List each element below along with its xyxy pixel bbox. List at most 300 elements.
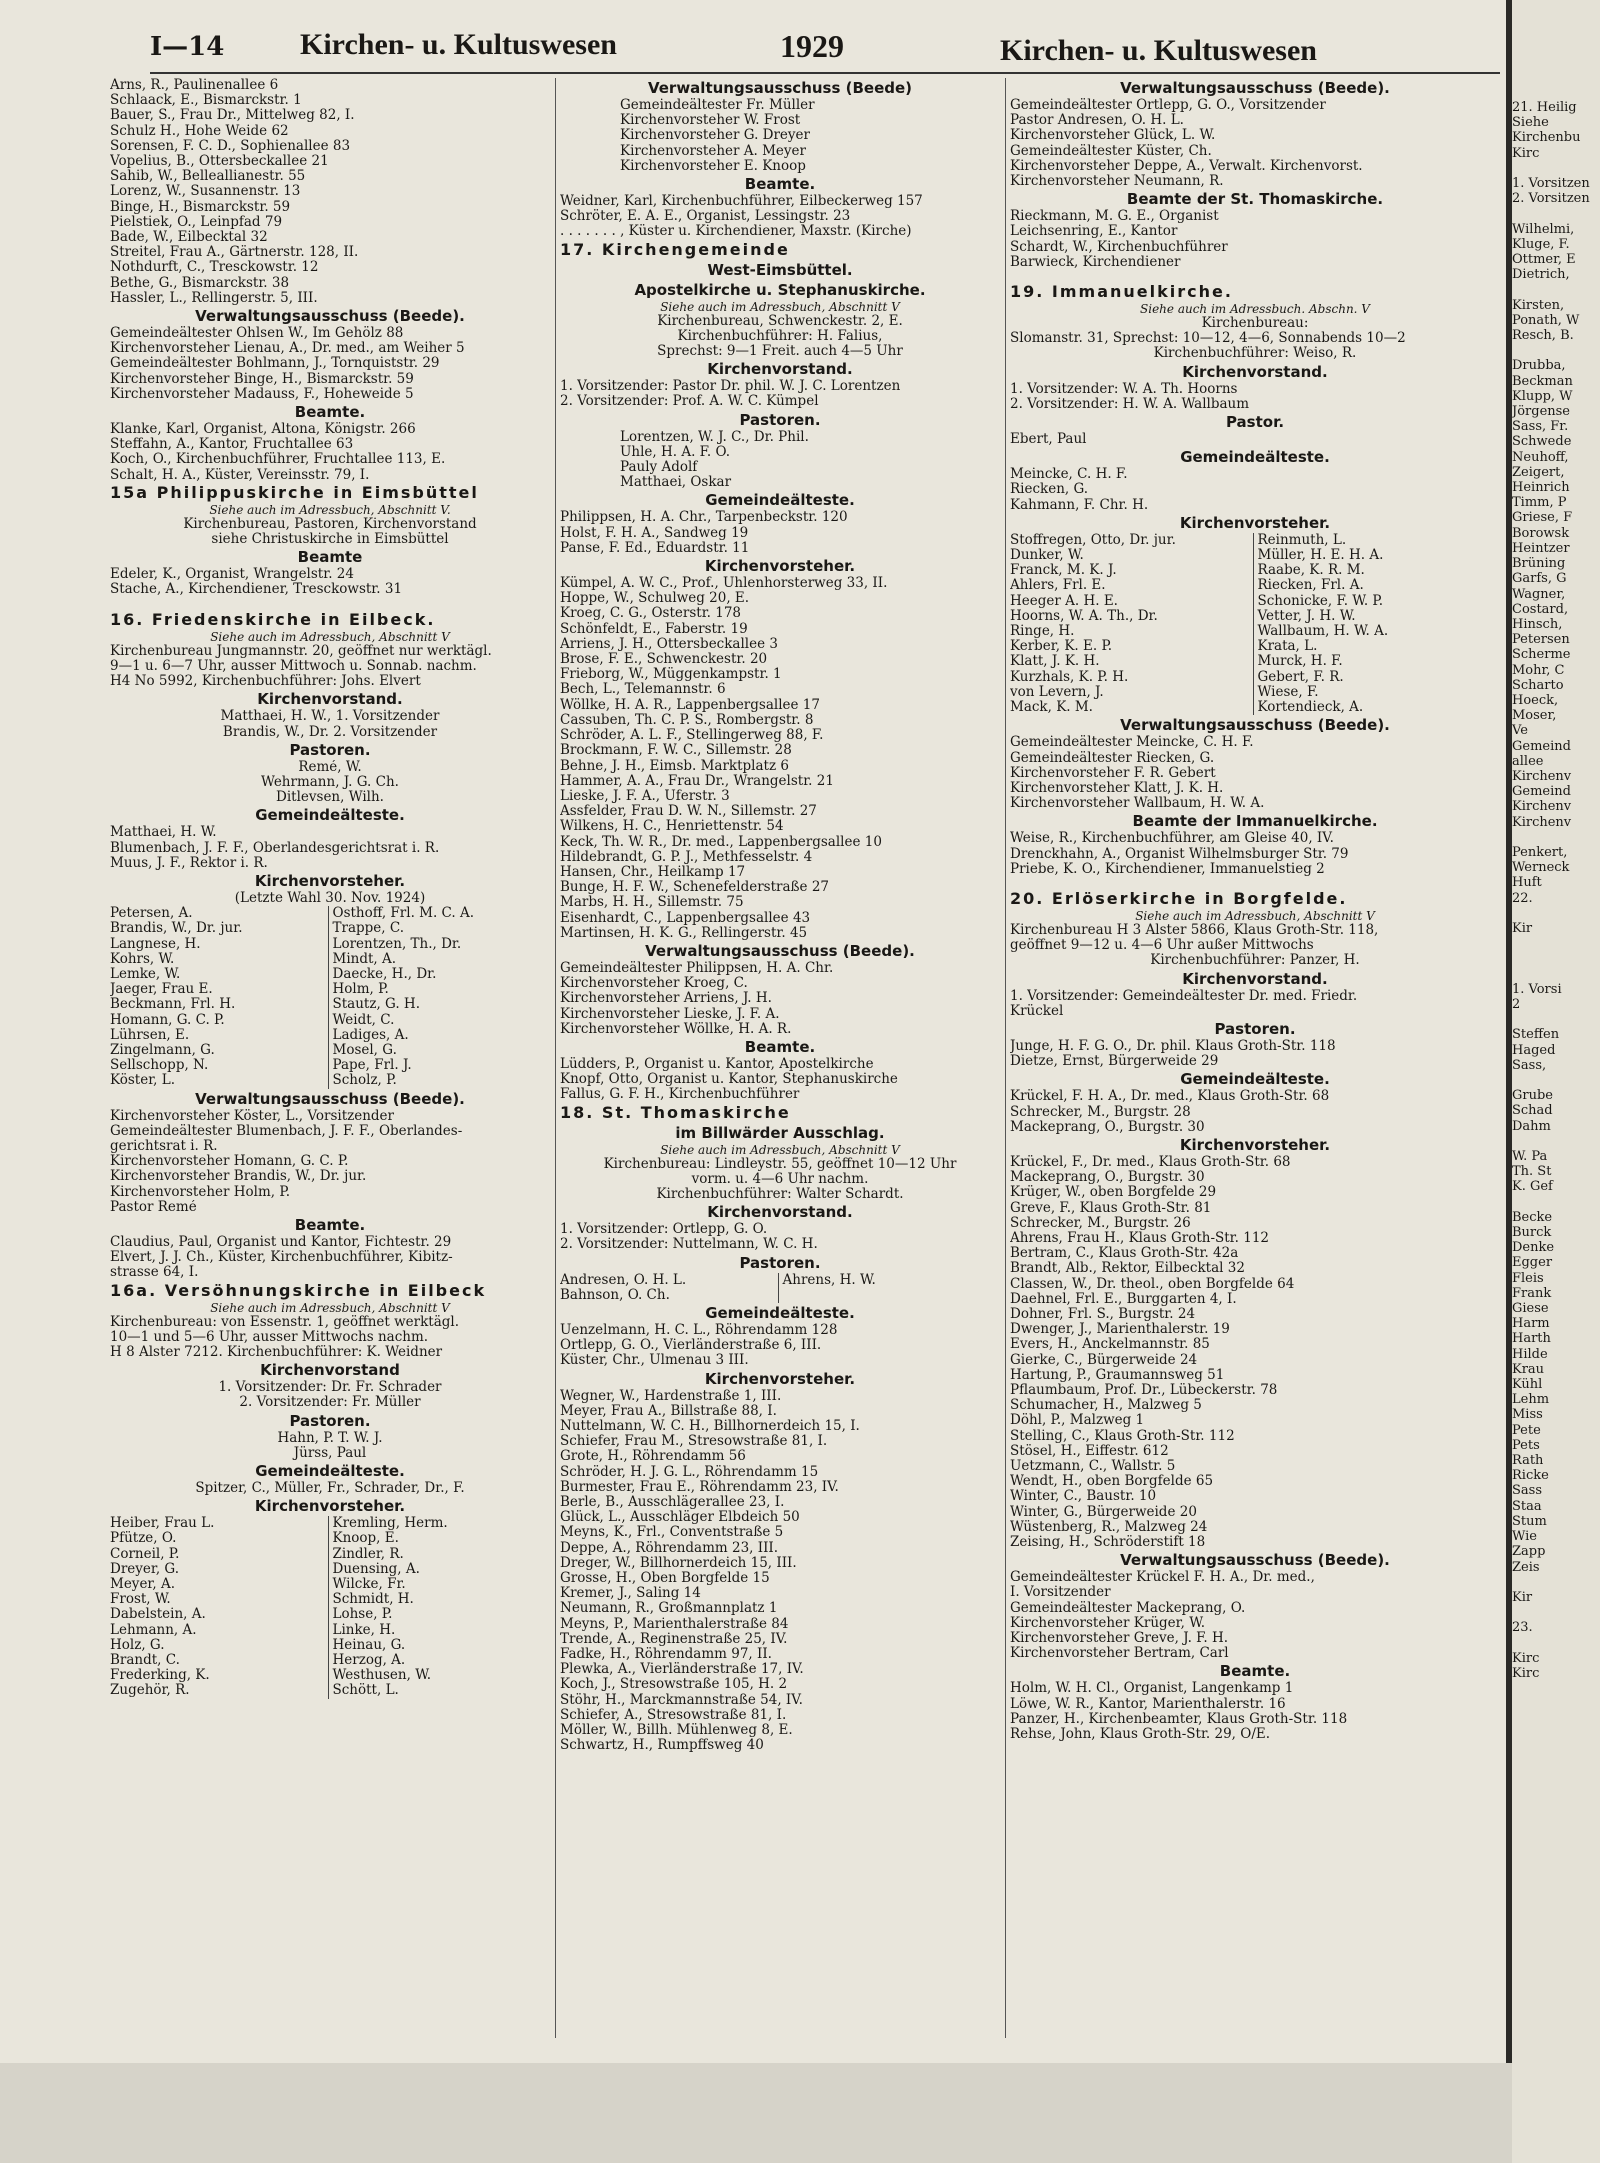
entry-line: Gemeindeältester Ohlsen W., Im Gehölz 88 xyxy=(110,326,404,342)
cropped-text-fragment: Zapp xyxy=(1512,1544,1546,1560)
entry-line: Elvert, J. J. Ch., Küster, Kirchenbuchführer, Kibitz- xyxy=(110,1250,453,1266)
section-heading: Kirchenvorstand. xyxy=(257,690,403,709)
entry-line: Kirchenvorsteher Madauss, F., Hoheweide 5 xyxy=(110,386,414,402)
entry-line: Ortlepp, G. O., Vierländerstraße 6, III. xyxy=(560,1338,822,1354)
cropped-text-fragment: Egger xyxy=(1512,1255,1553,1271)
entry-line: Kirchenvorsteher Wöllke, H. A. R. xyxy=(560,1021,792,1037)
entry-line: Deppe, A., Röhrendamm 23, III. xyxy=(560,1540,779,1556)
cropped-text-fragment: Wagner, xyxy=(1512,586,1566,602)
entry-line: H4 No 5992, Kirchenbuchführer: Johs. Elvert xyxy=(110,674,421,690)
see-also-note: Siehe auch im Adressbuch, Abschnitt V xyxy=(210,629,450,644)
cropped-text-fragment xyxy=(1512,830,1600,845)
cropped-text-fragment: Sass xyxy=(1512,1483,1542,1499)
entry-line: Sprechst: 9—1 Freit. auch 4—5 Uhr xyxy=(657,344,903,360)
entry-name: Osthoff, Frl. M. C. A. xyxy=(328,906,551,921)
entry-line: Kirchenbuchführer: H. Falius, xyxy=(677,328,883,344)
entry-line: Grote, H., Röhrendamm 56 xyxy=(560,1449,746,1465)
entry-name: Mack, K. M. xyxy=(1010,700,1093,716)
entry-line: Neumann, R., Großmannplatz 1 xyxy=(560,1601,778,1617)
two-column-entry xyxy=(110,1653,550,1668)
section-heading: Gemeindeälteste. xyxy=(1180,1070,1330,1089)
entry-line: Hansen, Chr., Heilkamp 17 xyxy=(560,864,746,880)
section-heading: Kirchenvorsteher. xyxy=(704,1369,856,1388)
entry-line: Kirchenbureau H 3 Alster 5866, Klaus Groth-Str. 118, xyxy=(1010,922,1379,938)
see-also-note: Siehe auch im Adressbuch, Abschnitt V. xyxy=(209,502,451,517)
cropped-text-fragment: Penkert, xyxy=(1512,844,1568,860)
cropped-text-fragment: Ve xyxy=(1512,723,1528,739)
column-2 xyxy=(560,78,1000,2043)
section-heading: Kirchenvorsteher. xyxy=(254,1497,406,1516)
entry-line: Plewka, A., Vierländerstraße 17, IV. xyxy=(560,1662,804,1678)
entry-name: Zindler, R. xyxy=(328,1547,551,1562)
cropped-text-fragment xyxy=(1512,282,1600,297)
cropped-text-fragment: Kirchenv xyxy=(1512,799,1572,815)
section-heading: Beamte. xyxy=(294,403,366,422)
entry-line: Meyns, P., Marienthalerstraße 84 xyxy=(560,1616,789,1632)
cropped-text-fragment: Gemeind xyxy=(1512,738,1571,754)
two-column-entry xyxy=(1010,578,1500,593)
entry-line: Meyns, K., Frl., Conventstraße 5 xyxy=(560,1525,784,1541)
cropped-text-fragment: Schwede xyxy=(1512,434,1572,450)
entry-line: Kirchenbureau: Lindleystr. 55, geöffnet 10—12 Uhr xyxy=(603,1156,957,1172)
entry-name: Ahrens, H. W. xyxy=(778,1273,1001,1288)
entry-line: Mackeprang, O., Burgstr. 30 xyxy=(1010,1170,1205,1186)
entry-line: Möller, W., Billh. Mühlenweg 8, E. xyxy=(560,1723,793,1739)
section-title-left: Kirchen- u. Kultuswesen xyxy=(300,28,617,61)
entry-line: Kirchenvorsteher Krüger, W. xyxy=(1010,1615,1205,1631)
entry-line: Schröter, E. A. E., Organist, Lessingstr. 23 xyxy=(560,209,851,225)
cropped-text-fragment: Jörgense xyxy=(1512,404,1571,420)
cropped-text-fragment: Fleis xyxy=(1512,1270,1544,1286)
entry-name: Wallbaum, H. W. A. xyxy=(1253,624,1501,639)
entry-name: Krata, L. xyxy=(1253,639,1501,654)
section-heading: 15a Philippuskirche in Eimsbüttel xyxy=(110,482,479,502)
two-column-entry xyxy=(1010,548,1500,563)
section-heading: Pastoren. xyxy=(739,410,821,429)
entry-line: Priebe, K. O., Kirchendiener, Immanuelstieg 2 xyxy=(1010,861,1325,877)
cropped-text-fragment: Kirc xyxy=(1512,1650,1540,1666)
two-column-entry xyxy=(110,1683,550,1698)
entry-line: Junge, H. F. G. O., Dr. phil. Klaus Groth-Str. 118 xyxy=(1010,1038,1336,1054)
cropped-text-fragment xyxy=(1512,951,1600,966)
entry-line: Hildebrandt, G. P. J., Methfesselstr. 4 xyxy=(560,849,813,865)
entry-line: Claudius, Paul, Organist und Kantor, Fichtestr. 29 xyxy=(110,1234,452,1250)
entry-name: Gebert, F. R. xyxy=(1253,670,1501,685)
entry-name: Stautz, G. H. xyxy=(328,997,551,1012)
entry-line: Wendt, H., oben Borgfelde 65 xyxy=(1010,1474,1214,1490)
entry-line: Kirchenbureau: xyxy=(1201,316,1309,332)
entry-line: Daehnel, Frl. E., Burggarten 4, I. xyxy=(1010,1291,1237,1307)
entry-name: Ladiges, A. xyxy=(328,1028,551,1043)
two-column-entry xyxy=(1010,700,1500,715)
two-column-entry xyxy=(1010,654,1500,669)
cropped-text-fragment: Hoeck, xyxy=(1512,692,1559,708)
entry-name: Lorentzen, Th., Dr. xyxy=(328,937,551,952)
entry-name: von Levern, J. xyxy=(1010,684,1104,700)
cropped-text-fragment: Krau xyxy=(1512,1361,1545,1377)
entry-line: Wüstenberg, R., Malzweg 24 xyxy=(1010,1519,1208,1535)
entry-line: Wilkens, H. C., Henriettenstr. 54 xyxy=(560,819,784,835)
entry-line: Kirchenvorsteher Köster, L., Vorsitzender xyxy=(110,1108,395,1124)
two-column-entry xyxy=(110,1058,550,1073)
entry-line: vorm. u. 4—6 Uhr nachm. xyxy=(691,1171,869,1187)
entry-line: Hahn, P. T. W. J. xyxy=(277,1430,383,1446)
entry-line: 1. Vorsitzender: Ortlepp, G. O. xyxy=(560,1222,768,1238)
entry-name: Franck, M. K. J. xyxy=(1010,563,1117,579)
entry-line: Kirchenvorsteher Greve, J. F. H. xyxy=(1010,1631,1229,1647)
section-heading: Gemeindeälteste. xyxy=(705,1303,855,1322)
section-heading: Pastoren. xyxy=(1214,1019,1296,1038)
two-column-entry xyxy=(560,1273,1000,1288)
section-heading: Verwaltungsausschuss (Beede). xyxy=(645,941,915,960)
section-heading: Verwaltungsausschuss (Beede). xyxy=(1120,79,1390,97)
cropped-text-fragment: Kirchenbu xyxy=(1512,130,1581,146)
entry-line: Kirchenbureau, Pastoren, Kirchenvorstand xyxy=(183,516,477,532)
entry-line: Stöhr, H., Marckmannstraße 54, IV. xyxy=(560,1692,803,1708)
entry-line: Pauly Adolf xyxy=(620,460,698,476)
cropped-text-fragment xyxy=(1512,161,1600,176)
entry-name: Heinau, G. xyxy=(328,1638,551,1653)
see-also-note: Siehe auch im Adressbuch, Abschnitt V xyxy=(660,1142,900,1157)
entry-line: Blumenbach, J. F. F., Oberlandesgerichtsrat i. R. xyxy=(110,840,440,856)
entry-line: Cassuben, Th. C. P. S., Rombergstr. 8 xyxy=(560,712,814,728)
entry-line: Steffahn, A., Kantor, Fruchtallee 63 xyxy=(110,437,354,453)
entry-line: Berle, B., Ausschlägerallee 23, I. xyxy=(560,1495,785,1511)
section-heading: im Billwärder Ausschlag. xyxy=(675,1123,885,1142)
entry-name: Weidt, C. xyxy=(328,1013,551,1028)
cropped-text-fragment: Klupp, W xyxy=(1512,388,1573,404)
cropped-text-fragment: Lehm xyxy=(1512,1392,1550,1408)
entry-line: Gierke, C., Bürgerweide 24 xyxy=(1010,1352,1198,1368)
entry-line: Bethe, G., Bismarckstr. 38 xyxy=(110,275,290,291)
entry-line: Kirchenbuchführer: Panzer, H. xyxy=(1150,953,1360,969)
entry-line: Kirchenvorsteher W. Frost xyxy=(620,113,801,129)
entry-line: Panse, F. Ed., Eduardstr. 11 xyxy=(560,540,750,556)
cropped-text-fragment: Kirc xyxy=(1512,145,1540,161)
see-also-note: Siehe auch im Adressbuch, Abschnitt V xyxy=(660,299,900,314)
section-heading: 16. Friedenskirche in Eilbeck. xyxy=(110,609,436,629)
entry-line: Evers, H., Anckelmannstr. 85 xyxy=(1010,1337,1210,1353)
section-heading: West-Eimsbüttel. xyxy=(707,260,853,279)
entry-line: Weise, R., Kirchenbuchführer, am Gleise 40, IV. xyxy=(1010,831,1334,847)
entry-line: Rieckmann, M. G. E., Organist xyxy=(1010,209,1219,225)
entry-line: Kirchenvorsteher G. Dreyer xyxy=(620,128,810,144)
entry-line: Panzer, H., Kirchenbeamter, Klaus Groth-Str. 118 xyxy=(1010,1711,1348,1727)
entry-name: Sellschopp, N. xyxy=(110,1058,209,1074)
section-heading: Verwaltungsausschuss (Beede). xyxy=(1120,716,1390,735)
entry-line: Ebert, Paul xyxy=(1010,432,1087,448)
entry-name: Wiese, F. xyxy=(1253,685,1501,700)
cropped-text-fragment xyxy=(1512,1012,1600,1027)
entry-name: Corneil, P. xyxy=(110,1546,180,1562)
cropped-text-fragment: Dietrich, xyxy=(1512,267,1570,283)
entry-line: Matthaei, Oskar xyxy=(620,475,732,491)
cropped-text-fragment xyxy=(1512,1073,1600,1088)
cropped-text-fragment: Denke xyxy=(1512,1240,1555,1256)
entry-line: Kirchenvorsteher E. Knoop xyxy=(620,158,806,174)
cropped-text-fragment: Becke xyxy=(1512,1209,1553,1225)
cropped-text-fragment: Costard, xyxy=(1512,601,1569,617)
entry-name: Beckmann, Frl. H. xyxy=(110,997,236,1013)
entry-line: Holm, W. H. Cl., Organist, Langenkamp 1 xyxy=(1010,1681,1294,1697)
two-column-entry xyxy=(110,906,550,921)
entry-line: Gemeindeältester Riecken, G. xyxy=(1010,750,1215,766)
entry-line: Schröder, H. J. G. L., Röhrendamm 15 xyxy=(560,1464,819,1480)
two-column-entry xyxy=(110,952,550,967)
cropped-text-fragment xyxy=(1512,1605,1600,1620)
entry-line: Bauer, S., Frau Dr., Mittelweg 82, I. xyxy=(110,108,355,124)
entry-line: Arriens, J. H., Ottersbeckallee 3 xyxy=(560,636,778,652)
entry-name: Lohse, P. xyxy=(328,1607,551,1622)
entry-line: Keck, Th. W. R., Dr. med., Lappenbergsallee 10 xyxy=(560,834,882,850)
entry-line: Remé, W. xyxy=(298,759,362,775)
section-heading: Gemeindeälteste. xyxy=(255,806,405,825)
entry-line: Ahrens, Frau H., Klaus Groth-Str. 112 xyxy=(1010,1230,1269,1246)
entry-name: Pfütze, O. xyxy=(110,1531,177,1547)
two-column-entry xyxy=(1010,639,1500,654)
entry-line: Kirchenvorsteher Deppe, A., Verwalt. Kirchenvorst. xyxy=(1010,158,1363,174)
entry-name: Heeger A. H. E. xyxy=(1010,593,1118,609)
entry-line: Behne, J. H., Eimsb. Marktplatz 6 xyxy=(560,758,789,774)
entry-line: Uetzmann, C., Wallstr. 5 xyxy=(1010,1459,1176,1475)
entry-line: Brandis, W., Dr. 2. Vorsitzender xyxy=(222,724,438,740)
entry-name: Ahlers, Frl. E. xyxy=(1010,578,1106,594)
entry-line: Jürss, Paul xyxy=(293,1445,367,1461)
entry-line: Edeler, K., Organist, Wrangelstr. 24 xyxy=(110,567,354,583)
cropped-text-fragment: Giese xyxy=(1512,1301,1549,1317)
entry-line: Kümpel, A. W. C., Prof., Uhlenhorsterweg 33, II. xyxy=(560,576,888,592)
section-heading: Kirchenvorstand. xyxy=(1182,362,1328,381)
section-heading: Verwaltungsausschuss (Beede) xyxy=(647,79,913,97)
two-column-entry xyxy=(110,1013,550,1028)
section-title-right: Kirchen- u. Kultuswesen xyxy=(1000,34,1317,67)
entry-line: Dwenger, J., Marienthalerstr. 19 xyxy=(1010,1322,1230,1338)
two-column-entry xyxy=(560,1288,1000,1303)
entry-line: Hassler, L., Rellingerstr. 5, III. xyxy=(110,290,318,306)
page-number: I—14 xyxy=(150,32,225,62)
entry-line: Sahib, W., Belleallianestr. 55 xyxy=(110,169,306,185)
entry-name: Frost, W. xyxy=(110,1592,171,1608)
entry-line: Kirchenbuchführer: Walter Schardt. xyxy=(656,1186,904,1202)
entry-line: 1. Vorsitzender: W. A. Th. Hoorns xyxy=(1010,381,1238,397)
entry-line: Pflaumbaum, Prof. Dr., Lübeckerstr. 78 xyxy=(1010,1383,1278,1398)
section-heading: Verwaltungsausschuss (Beede). xyxy=(1120,1551,1390,1570)
entry-line: Kremer, J., Saling 14 xyxy=(560,1586,701,1602)
cropped-text-fragment: Miss xyxy=(1512,1407,1543,1423)
entry-name: Bahnson, O. Ch. xyxy=(560,1287,670,1303)
two-column-entry xyxy=(110,1623,550,1638)
entry-line: Winter, C., Baustr. 10 xyxy=(1010,1489,1157,1505)
entry-line: Philippsen, H. A. Chr., Tarpenbeckstr. 120 xyxy=(560,510,848,526)
entry-line: 2. Vorsitzender: Fr. Müller xyxy=(239,1395,421,1411)
cropped-text-fragment: Pete xyxy=(1512,1422,1541,1438)
cropped-text-fragment: Harth xyxy=(1512,1331,1551,1347)
two-column-entry xyxy=(1010,563,1500,578)
entry-line: siehe Christuskirche in Eimsbüttel xyxy=(211,532,449,548)
entry-line: Hartung, P., Graumannsweg 51 xyxy=(1010,1367,1225,1383)
entry-line: Martinsen, H. K. G., Rellingerstr. 45 xyxy=(560,925,808,941)
entry-line: Schulz H., Hohe Weide 62 xyxy=(110,123,289,139)
entry-line: Brose, F. E., Schwenckestr. 20 xyxy=(560,652,768,668)
two-column-entry xyxy=(110,1668,550,1683)
section-heading: Beamte. xyxy=(744,1037,816,1056)
entry-line: Weidner, Karl, Kirchenbuchführer, Eilbeckerweg 157 xyxy=(560,194,923,210)
entry-name: Linke, H. xyxy=(328,1623,551,1638)
cropped-text-fragment xyxy=(1512,936,1600,951)
entry-line: Wehrmann, J. G. Ch. xyxy=(261,774,399,790)
entry-line: 1. Vorsitzender: Gemeindeältester Dr. med. Friedr. xyxy=(1010,988,1358,1004)
entry-line: I. Vorsitzender xyxy=(1010,1585,1111,1601)
entry-name: Lehmann, A. xyxy=(110,1622,197,1638)
entry-name: Mosel, G. xyxy=(328,1043,551,1058)
cropped-text-fragment: Th. St xyxy=(1512,1164,1552,1180)
entry-line: Kirchenvorsteher Homann, G. C. P. xyxy=(110,1154,349,1170)
entry-line: Nuttelmann, W. C. H., Billhornerdeich 15, I. xyxy=(560,1419,860,1434)
entry-line: Leichsenring, E., Kantor xyxy=(1010,224,1178,240)
entry-line: . . . . . . . , Küster u. Kirchendiener, Maxstr. (Kirche) xyxy=(560,224,912,240)
cropped-text-fragment: Kirchenv xyxy=(1512,814,1572,830)
entry-line: Dietze, Ernst, Bürgerweide 29 xyxy=(1010,1054,1219,1070)
entry-line: Dreger, W., Billhornerdeich 15, III. xyxy=(560,1555,797,1571)
entry-line: Schrecker, M., Burgstr. 28 xyxy=(1010,1104,1191,1120)
entry-line: Bunge, H. F. W., Schenefelderstraße 27 xyxy=(560,880,830,896)
cropped-text-fragment: Kluge, F. xyxy=(1512,236,1570,252)
cropped-text-fragment: Ricke xyxy=(1512,1468,1549,1484)
cropped-text-fragment: W. Pa xyxy=(1512,1149,1548,1165)
entry-line: Nothdurft, C., Tresckowstr. 12 xyxy=(110,260,319,276)
entry-line: Gemeindeältester Küster, Ch. xyxy=(1010,143,1212,159)
entry-line: Kirchenvorsteher Neumann, R. xyxy=(1010,174,1224,190)
section-heading: Verwaltungsausschuss (Beede). xyxy=(195,1089,465,1108)
entry-line: Kahmann, F. Chr. H. xyxy=(1010,497,1149,513)
entry-line: Schrecker, M., Burgstr. 26 xyxy=(1010,1215,1191,1231)
entry-name: Dreyer, G. xyxy=(110,1561,180,1577)
cropped-text-fragment: Huft xyxy=(1512,875,1542,891)
entry-name: Lührsen, E. xyxy=(110,1027,190,1043)
entry-line: Eisenhardt, C., Lappenbergsallee 43 xyxy=(560,910,811,926)
cropped-text-fragment: Sass, Fr. xyxy=(1512,419,1569,435)
cropped-text-fragment: Burck xyxy=(1512,1225,1552,1241)
cropped-text-fragment: Zeis xyxy=(1512,1559,1540,1575)
cropped-text-fragment xyxy=(1512,1575,1600,1590)
two-column-entry xyxy=(110,1073,550,1088)
entry-name: Zingelmann, G. xyxy=(110,1042,215,1058)
entry-name: Riecken, Frl. A. xyxy=(1253,578,1501,593)
entry-line: Rehse, John, Klaus Groth-Str. 29, O/E. xyxy=(1010,1727,1271,1743)
entry-line: Schardt, W., Kirchenbuchführer xyxy=(1010,239,1228,255)
cropped-text-fragment: Kirchenv xyxy=(1512,768,1572,784)
entry-line: Burmester, Frau E., Röhrendamm 23, IV. xyxy=(560,1479,839,1495)
entry-line: Knopf, Otto, Organist u. Kantor, Stephanuskirche xyxy=(560,1072,898,1088)
two-column-entry xyxy=(110,1531,550,1546)
entry-name: Müller, H. E. H. A. xyxy=(1253,548,1501,563)
section-heading: Beamte xyxy=(297,548,363,567)
entry-line: Koch, J., Stresowstraße 105, H. 2 xyxy=(560,1677,788,1693)
cropped-text-fragment: 2 xyxy=(1512,996,1521,1012)
section-heading: Pastoren. xyxy=(289,740,371,759)
entry-line: Stache, A., Kirchendiener, Tresckowstr. 31 xyxy=(110,582,403,598)
section-heading: Beamte der Immanuelkirche. xyxy=(1132,812,1378,831)
entry-line: Spitzer, C., Müller, Fr., Schrader, Dr., F. xyxy=(195,1481,465,1497)
section-heading: Kirchenvorsteher. xyxy=(254,871,406,890)
entry-line: Kirchenbureau, Schwenckestr. 2, E. xyxy=(657,313,903,329)
cropped-text-fragment: Borowsk xyxy=(1512,525,1570,541)
entry-line: Lieske, J. F. A., Uferstr. 3 xyxy=(560,788,730,804)
section-heading: Gemeindeälteste. xyxy=(1180,448,1330,467)
cropped-text-fragment: 23. xyxy=(1512,1620,1533,1636)
cropped-text-fragment: Harm xyxy=(1512,1316,1550,1332)
entry-line: Slomanstr. 31, Sprechst: 10—12, 4—6, Sonnabends 10—2 xyxy=(1010,331,1406,347)
entry-name: Hoorns, W. A. Th., Dr. xyxy=(1010,608,1158,624)
section-heading: Kirchenvorstand. xyxy=(1182,969,1328,988)
cropped-text-fragment: Kühl xyxy=(1512,1377,1543,1393)
section-heading: Kirchenvorsteher. xyxy=(704,557,856,576)
entry-line: Barwieck, Kirchendiener xyxy=(1010,254,1181,270)
cropped-text-fragment: Ponath, W xyxy=(1512,312,1580,328)
entry-line: Krüger, W., oben Borgfelde 29 xyxy=(1010,1185,1217,1201)
see-also-note: Siehe auch im Adressbuch, Abschnitt V xyxy=(210,1300,450,1315)
section-heading: Kirchenvorstand. xyxy=(707,360,853,379)
entry-line: Bade, W., Eilbecktal 32 xyxy=(110,230,268,246)
section-heading: Kirchenvorsteher. xyxy=(1179,1135,1331,1154)
entry-line: Classen, W., Dr. theol., oben Borgfelde 64 xyxy=(1010,1276,1295,1292)
entry-name: Langnese, H. xyxy=(110,936,201,952)
entry-line: Kirchenbureau Jungmannstr. 20, geöffnet nur werktägl. xyxy=(110,643,492,659)
section-heading: Verwaltungsausschuss (Beede). xyxy=(195,307,465,326)
cropped-text-fragment: Kirc xyxy=(1512,1665,1540,1681)
two-column-entry xyxy=(1010,624,1500,639)
entry-line: Gemeindeältester Philippsen, H. A. Chr. xyxy=(560,960,834,976)
entry-line: Kirchenvorsteher Glück, L. W. xyxy=(1010,128,1216,144)
entry-line: Arns, R., Paulinenallee 6 xyxy=(110,78,279,93)
entry-line: Meincke, C. H. F. xyxy=(1010,467,1128,483)
cropped-text-fragment: Timm, P xyxy=(1512,495,1567,511)
entry-name: Kortendieck, A. xyxy=(1253,700,1501,715)
section-heading: Beamte der St. Thomaskirche. xyxy=(1126,190,1384,209)
section-heading: Pastoren. xyxy=(739,1253,821,1272)
two-column-entry xyxy=(1010,533,1500,548)
two-column-entry xyxy=(110,1577,550,1592)
section-heading: Kirchenvorsteher. xyxy=(1179,513,1331,532)
entry-name: Holm, P. xyxy=(328,982,551,997)
entry-line: Sorensen, F. C. D., Sophienallee 83 xyxy=(110,138,351,154)
cropped-text-fragment: Resch, B. xyxy=(1512,328,1574,344)
entry-line: Schönfeldt, E., Faberstr. 19 xyxy=(560,621,748,637)
entry-line: Assfelder, Frau D. W. N., Sillemstr. 27 xyxy=(560,804,817,820)
cropped-text-fragment: Haged xyxy=(1512,1042,1556,1058)
entry-line: Uenzelmann, H. C. L., Röhrendamm 128 xyxy=(560,1322,838,1338)
two-column-entry xyxy=(1010,670,1500,685)
entry-line: Kirchenvorsteher Kroeg, C. xyxy=(560,976,748,992)
cropped-text-fragment: Kir xyxy=(1512,1589,1533,1605)
entry-name: Duensing, A. xyxy=(328,1562,551,1577)
entry-line: Pielstiek, O., Leinpfad 79 xyxy=(110,214,283,230)
section-heading: Pastoren. xyxy=(289,1411,371,1430)
entry-name: Andresen, O. H. L. xyxy=(560,1272,687,1288)
cropped-text-fragment: Steffen xyxy=(1512,1027,1560,1043)
entry-name: Frederking, K. xyxy=(110,1668,210,1684)
entry-line: Hoppe, W., Schulweg 20, E. xyxy=(560,591,750,607)
page-header xyxy=(150,28,1326,76)
entry-line: Lüdders, P., Organist u. Kantor, Apostelkirche xyxy=(560,1056,874,1072)
two-column-entry xyxy=(110,1592,550,1607)
section-heading: 19. Immanuelkirche. xyxy=(1010,282,1233,302)
two-column-entry xyxy=(110,1043,550,1058)
entry-name: Reinmuth, L. xyxy=(1253,533,1501,548)
entry-name: Dabelstein, A. xyxy=(110,1607,206,1623)
cropped-text-fragment: 1. Vorsi xyxy=(1512,981,1562,997)
cropped-text-fragment: 2. Vorsitzen xyxy=(1512,191,1590,207)
